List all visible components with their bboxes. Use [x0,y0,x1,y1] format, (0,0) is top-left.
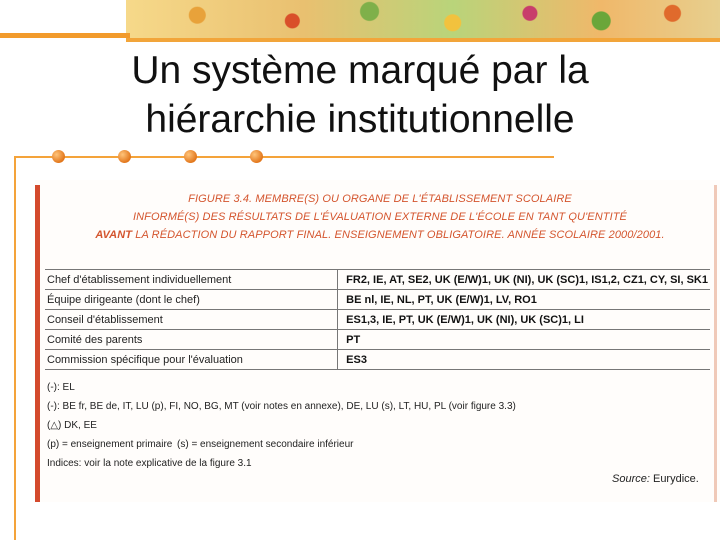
table-row [45,310,710,330]
figure-right-border [714,185,717,502]
row-label: Équipe dirigeante (dont le chef) [45,290,338,310]
row-value: PT [338,330,710,350]
figure-title-line1: FIGURE 3.4. MEMBRE(S) OU ORGANE DE L'ÉTABLISSEMENT SCOLAIRE [188,193,572,205]
table-row [45,350,710,370]
figure-table [45,269,710,370]
figure-title-line2: INFORMÉ(S) DES RÉSULTATS DE L'ÉVALUATION EXTERNE DE L'ÉCOLE EN TANT QU'ENTITÉ [132,211,627,223]
slide-title-line1: Un système marqué par la [131,49,589,92]
table-row [45,270,710,290]
row-label: Commission spécifique pour l'évaluation [45,350,338,370]
figure-title [60,190,700,244]
title-divider [14,156,554,158]
figure-legend [47,378,516,473]
legend-line [47,435,516,454]
figure-source [612,473,699,485]
divider-dot [118,150,131,163]
divider-dot [184,150,197,163]
divider-dot [52,150,65,163]
decorative-banner-line [0,33,130,38]
source-label: Source: [612,473,650,485]
decorative-floral-banner [126,0,720,42]
figure-title-line3-rest: LA RÉDACTION DU RAPPORT FINAL. ENSEIGNEMENT OBLIGATOIRE. ANNÉE SCOLAIRE 2000/2001. [132,229,665,241]
left-divider [14,156,16,540]
row-value: BE nl, IE, NL, PT, UK (E/W)1, LV, RO1 [338,290,710,310]
divider-dot [250,150,263,163]
legend-line: (△) DK, EE [47,420,97,431]
row-value: ES3 [338,350,710,370]
row-label: Conseil d'établissement [45,310,338,330]
row-label: Comité des parents [45,330,338,350]
legend-line: Indices: voir la note explicative de la figure 3.1 [47,458,252,469]
legend-primary: (p) = enseignement primaire [47,439,173,450]
table-row [45,290,710,310]
figure-title-avant: AVANT [95,229,133,241]
source-value: Eurydice. [649,473,699,485]
slide-title-line2: hiérarchie institutionnelle [145,98,575,141]
legend-secondary: (s) = enseignement secondaire inférieur [177,439,354,450]
figure-left-border [35,185,40,502]
row-value: FR2, IE, AT, SE2, UK (E/W)1, UK (NI), UK (SC)1, IS1,2, CZ1, CY, SI, SK1 [338,270,710,290]
legend-line: (-): EL [47,382,75,393]
legend-line: (-): BE fr, BE de, IT, LU (p), FI, NO, BG, MT (voir notes en annexe), DE, LU (s), LT, HU, PL (voir figure 3.3) [47,401,516,412]
table-row [45,330,710,350]
slide-title [60,46,660,144]
figure-title-line3 [60,226,700,244]
row-value: ES1,3, IE, PT, UK (E/W)1, UK (NI), UK (SC)1, LI [338,310,710,330]
row-label: Chef d'établissement individuellement [45,270,338,290]
